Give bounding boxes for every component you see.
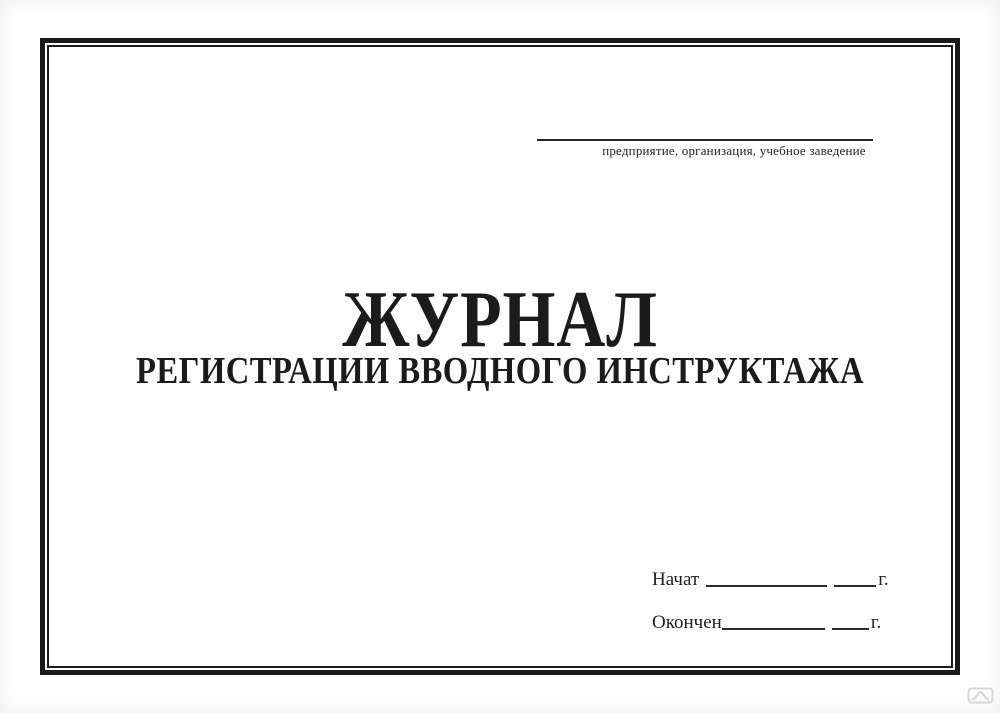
journal-title: ЖУРНАЛ [342, 276, 658, 364]
finished-date-line [722, 627, 825, 630]
organization-caption: предприятие, организация, учебное заведение [602, 143, 866, 158]
finished-year-suffix: г. [870, 612, 882, 633]
finished-label: Окончен [652, 612, 722, 633]
started-date-line [706, 584, 827, 587]
started-year-line [834, 584, 876, 587]
started-label: Начат [652, 569, 700, 590]
started-year-suffix: г. [878, 569, 889, 590]
journal-subtitle: РЕГИСТРАЦИИ ВВОДНОГО ИНСТРУКТАЖА [136, 350, 864, 392]
started-field-row [652, 570, 889, 589]
photo-stock-watermark-icon [967, 687, 994, 709]
finished-year-line [832, 627, 869, 630]
finished-field-row [652, 613, 881, 632]
organization-line-block [537, 139, 873, 159]
